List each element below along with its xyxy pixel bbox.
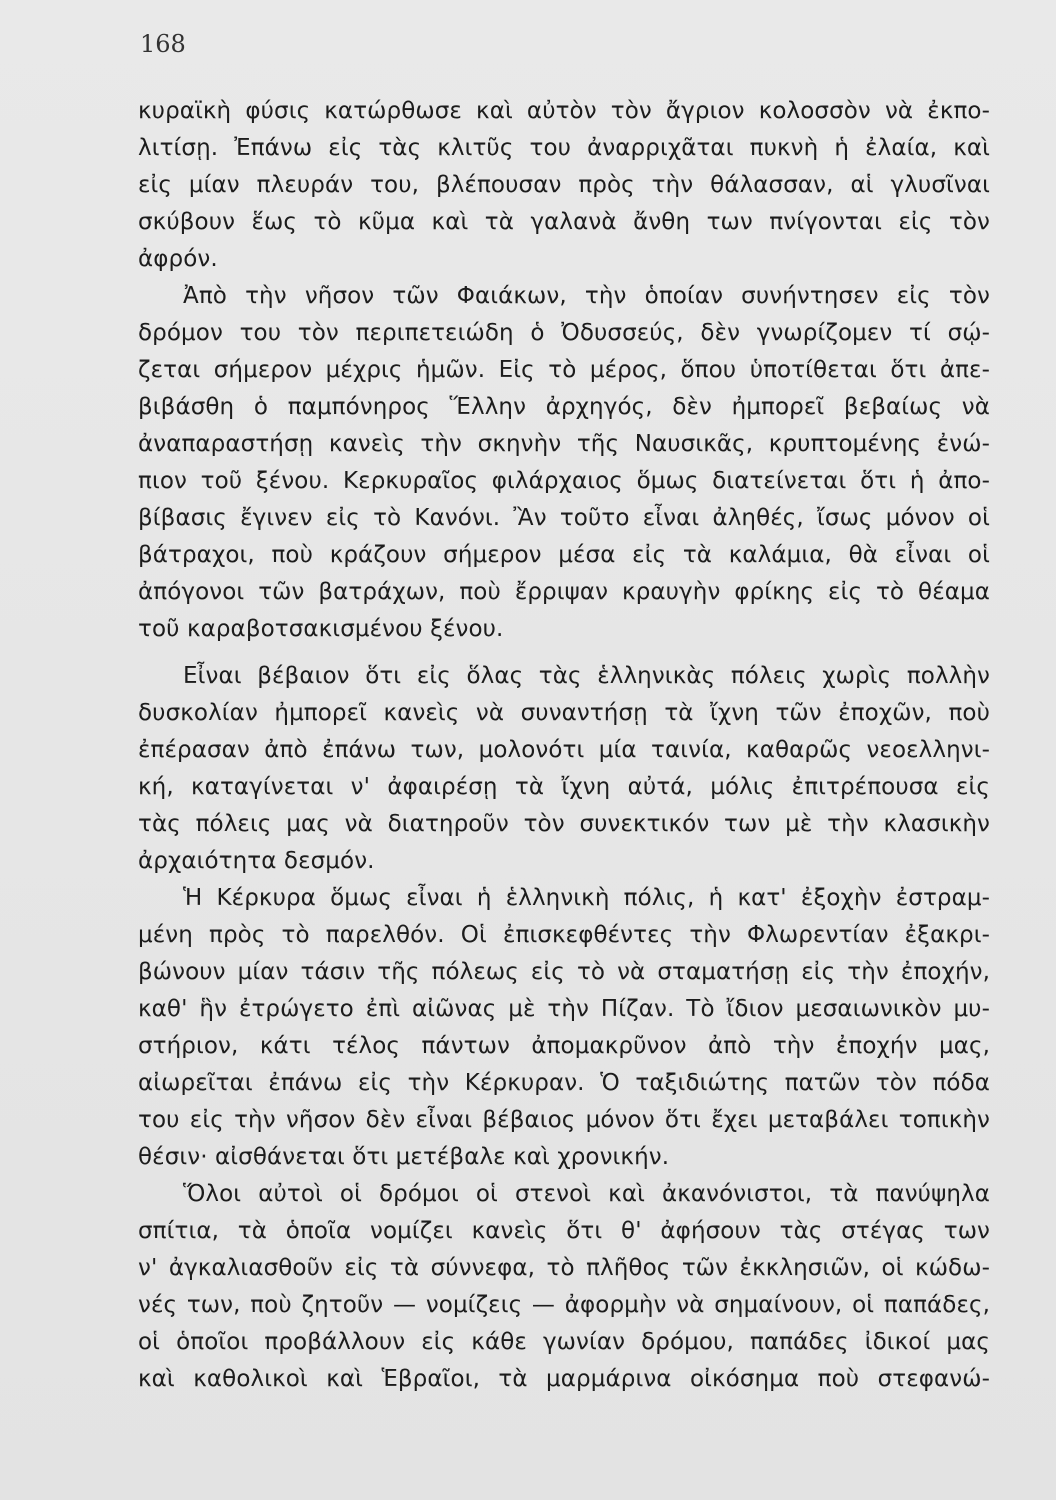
text-line: σκύβουν ἕως τὸ κῦμα καὶ τὰ γαλανὰ ἄνθη των πνίγονται εἰς τὸν <box>138 209 990 235</box>
text-line: καὶ καθολικοὶ καὶ Ἑβραῖοι, τὰ μαρμάρινα οἰκόσημα ποὺ στεφανώ- <box>138 1366 990 1392</box>
text-line: Ἀπὸ τὴν νῆσον τῶν Φαιάκων, τὴν ὁποίαν συνήντησεν εἰς τὸν <box>183 283 990 309</box>
text-line: δυσκολίαν ἠμπορεῖ κανεὶς νὰ συναντήσῃ τὰ ἴχνη τῶν ἐποχῶν, ποὺ <box>138 700 990 726</box>
text-line: Ἡ Κέρκυρα ὅμως εἶναι ἡ ἑλληνικὴ πόλις, ἡ κατ' ἐξοχὴν ἐστραμ- <box>183 885 990 911</box>
text-line: κυραϊκὴ φύσις κατώρθωσε καὶ αὐτὸν τὸν ἄγριον κολοσσὸν νὰ ἐκπο- <box>138 98 990 124</box>
page-number: 168 <box>140 30 186 58</box>
text-line: του εἰς τὴν νῆσον δὲν εἶναι βέβαιος μόνον ὅτι ἔχει μεταβάλει τοπικὴν <box>138 1107 990 1133</box>
text-line: κή, καταγίνεται ν' ἀφαιρέσῃ τὰ ἴχνη αὐτά, μόλις ἐπιτρέπουσα εἰς <box>138 774 990 800</box>
text-line: Ὅλοι αὐτοὶ οἱ δρόμοι οἱ στενοὶ καὶ ἀκανόνιστοι, τὰ πανύψηλα <box>183 1181 990 1207</box>
text-line: βάτραχοι, ποὺ κράζουν σήμερον μέσα εἰς τὰ καλάμια, θὰ εἶναι οἱ <box>138 542 990 568</box>
text-line: βιβάσθη ὁ παμπόνηρος Ἕλλην ἀρχηγός, δὲν ἠμπορεῖ βεβαίως νὰ <box>138 394 990 420</box>
section-odyssey <box>138 93 990 648</box>
text-line: ἀναπαραστήσῃ κανεὶς τὴν σκηνὴν τῆς Ναυσικᾶς, κρυπτομένης ἐνώ- <box>138 431 990 457</box>
text-line: νές των, ποὺ ζητοῦν — νομίζεις — ἀφορμὴν νὰ σημαίνουν, οἱ παπάδες, <box>138 1292 990 1318</box>
section-corfu-past <box>138 658 990 1398</box>
text-line: τὰς πόλεις μας νὰ διατηροῦν τὸν συνεκτικόν των μὲ τὴν κλασικὴν <box>138 811 990 837</box>
text-line: ἀπόγονοι τῶν βατράχων, ποὺ ἔρριψαν κραυγὴν φρίκης εἰς τὸ θέαμα <box>138 579 990 605</box>
text-line: αἰωρεῖται ἐπάνω εἰς τὴν Κέρκυραν. Ὁ ταξιδιώτης πατῶν τὸν πόδα <box>138 1070 990 1096</box>
text-line: ἀρχαιότητα δεσμόν. <box>138 848 375 874</box>
text-line: λιτίσῃ. Ἐπάνω εἰς τὰς κλιτῦς του ἀναρριχᾶται πυκνὴ ἡ ἐλαία, καὶ <box>138 135 990 161</box>
text-line: μένη πρὸς τὸ παρελθόν. Οἱ ἐπισκεφθέντες τὴν Φλωρεντίαν ἐξακρι- <box>138 922 990 948</box>
text-line: ν' ἀγκαλιασθοῦν εἰς τὰ σύννεφα, τὸ πλῆθος τῶν ἐκκλησιῶν, οἱ κώδω- <box>138 1255 990 1281</box>
text-line: δρόμον του τὸν περιπετειώδη ὁ Ὀδυσσεύς, δὲν γνωρίζομεν τί σῴ- <box>138 320 990 346</box>
text-line: οἱ ὁποῖοι προβάλλουν εἰς κάθε γωνίαν δρόμου, παπάδες ἰδικοί μας <box>138 1329 990 1355</box>
text-line: βίβασις ἔγινεν εἰς τὸ Κανόνι. Ἂν τοῦτο εἶναι ἀληθές, ἴσως μόνον οἱ <box>138 505 990 531</box>
text-line: σπίτια, τὰ ὁποῖα νομίζει κανεὶς ὅτι θ' ἀφήσουν τὰς στέγας των <box>138 1218 990 1244</box>
text-line: βώνουν μίαν τάσιν τῆς πόλεως εἰς τὸ νὰ σταματήσῃ εἰς τὴν ἐποχήν, <box>138 959 990 985</box>
text-line: καθ' ἣν ἐτρώγετο ἐπὶ αἰῶνας μὲ τὴν Πίζαν. Τὸ ἴδιον μεσαιωνικὸν μυ- <box>138 996 990 1022</box>
text-line: Εἶναι βέβαιον ὅτι εἰς ὅλας τὰς ἑλληνικὰς πόλεις χωρὶς πολλὴν <box>183 663 990 689</box>
text-line: θέσιν· αἰσθάνεται ὅτι μετέβαλε καὶ χρονικήν. <box>138 1144 670 1170</box>
text-line: ζεται σήμερον μέχρις ἡμῶν. Εἰς τὸ μέρος, ὅπου ὑποτίθεται ὅτι ἀπε- <box>138 357 990 383</box>
text-line: ἐπέρασαν ἀπὸ ἐπάνω των, μολονότι μία ταινία, καθαρῶς νεοελληνι- <box>138 737 990 763</box>
text-line: εἰς μίαν πλευράν του, βλέπουσαν πρὸς τὴν θάλασσαν, αἱ γλυσῖναι <box>138 172 990 198</box>
text-line: ἀφρόν. <box>138 246 218 272</box>
text-line: στήριον, κάτι τέλος πάντων ἀπομακρῦνον ἀπὸ τὴν ἐποχήν μας, <box>138 1033 990 1059</box>
text-line: τοῦ καραβοτσακισμένου ξένου. <box>138 616 504 642</box>
text-line: πιον τοῦ ξένου. Κερκυραῖος φιλάρχαιος ὅμως διατείνεται ὅτι ἡ ἀπο- <box>138 468 990 494</box>
